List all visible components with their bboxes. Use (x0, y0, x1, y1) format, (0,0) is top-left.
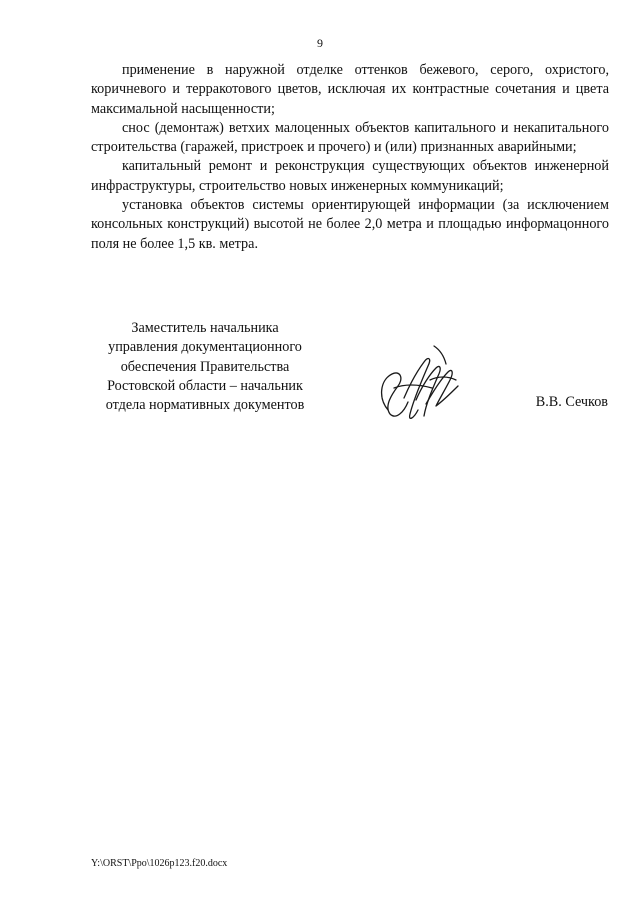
signer-name: В.В. Сечков (535, 394, 608, 410)
paragraph-signage: установка объектов системы ориентирующей информации (за исключением консольных конструкций) высотой не более 2,0 метра и площадью информацонного поля не более 1,5 кв. метра. (91, 197, 609, 252)
signatory-position (70, 319, 340, 415)
paragraph-infrastructure: капитальный ремонт и реконструкция существующих объектов инженерной инфраструктуры, строительство новых инженерных коммуникаций; (91, 158, 609, 194)
handwritten-signature (374, 340, 470, 430)
position-line: Ростовской области – начальник (107, 377, 303, 394)
position-line: управления документационного (108, 339, 302, 356)
file-path: Y:\ORST\Ppo\1026p123.f20.docx (91, 858, 228, 869)
position-line: Заместитель начальника (131, 320, 279, 336)
body-text (91, 61, 609, 254)
position-line: обеспечения Правительства (120, 358, 290, 375)
paragraph-facade-colors: применение в наружной отделке оттенков бежевого, серого, охристого, коричневого и терракотового цветов, исключая их контрастные сочетания и цвета максимальной насыщенности; (91, 62, 609, 117)
page-number: 9 (317, 36, 323, 50)
paragraph-demolition: снос (демонтаж) ветхих малоценных объектов капитального и некапитального строительства (гаражей, пристроек и прочего) и (или) признанных аварийными; (91, 119, 609, 156)
position-line: отдела нормативных документов (105, 397, 305, 414)
